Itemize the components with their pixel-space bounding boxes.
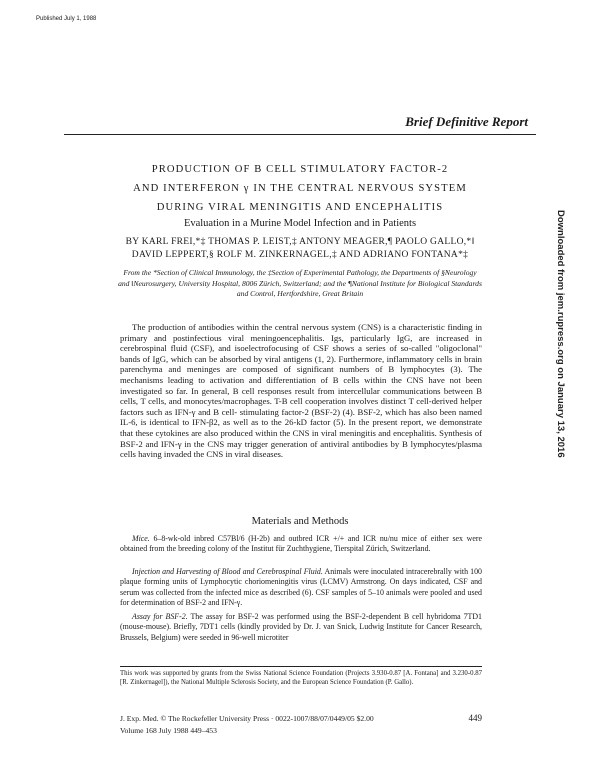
methods-paragraph-injection [120, 567, 482, 608]
intro-paragraph: The production of antibodies within the central nervous system (CNS) is a characteristic finding in primary and postinfectious viral meningoencephalitis. Igs, particularly IgG, are increased in cerebrospinal fluid (CSF), and isoelectrofocusing of CSF shows a series of so-called "oligoclonal" bands of IgG, which can be absorbed by viral antigens (1, 2). Furthermore, inflammatory cells in brain parenchyma and meninges are composed of significant numbers of B lymphocytes (3). The mechanisms leading to activation and differentiation of B cells within the CNS have not been investigated so far. In general, B cell responses result from intercellular communications between B cells, T cells, and monocytes/macrophages. T-B cell cooperation involves distinct T cell-derived helper factors such as IFN-γ and B cell- stimulating factor-2 (BSF-2) (4). BSF-2, which has also been named IL-6, is identical to IFN-β2, as well as to the 26-kD factor (5). In the present report, we demonstrate that these cytokines are also produced within the CNS in viral meningitis and encephalitis. Synthesis of BSF-2 and IFN-γ in the CNS may trigger generation of antiviral antibodies by B lymphocytes/plasma cells having invaded the CNS in viral diseases. [120, 322, 482, 460]
page-number: 449 [468, 713, 482, 723]
paragraph-text: The assay for BSF-2 was performed using the BSF-2-dependent B cell hybridoma 7TD1 (mouse-mouse). Briefly, 7DT1 cells (kindly provided by Dr. J. van Snick, Ludwig Institute for Cancer Research, Brussels, Belgium) were seeded in 96-well microtiter [120, 612, 482, 642]
header-rule [64, 134, 536, 135]
paragraph-text: 6–8-wk-old inbred C57Bl/6 (H-2b) and outbred ICR +/+ and ICR nu/nu mice of either sex were obtained from the breeding colony of the Institut für Zuchthygiene, Tierspital Zürich, Switzerland. [120, 534, 482, 554]
article-title-line-2: AND INTERFERON γ IN THE CENTRAL NERVOUS SYSTEM [133, 183, 467, 194]
runin-heading: Assay for BSF-2. [132, 612, 188, 621]
affiliation: From the *Section of Clinical Immunology, the ‡Section of Experimental Pathology, the Departments of §Neurology and ‖Neurosurgery, University Hospital, 8006 Zürich, Switzerland; and the ¶National Institute for Biological Standards and Control, Hertfordshire, Great Britain [118, 268, 482, 298]
methods-paragraph-mice [120, 534, 482, 555]
download-banner[interactable]: Downloaded from jem.rupress.org on January 13, 2016 [555, 210, 566, 458]
article-title-line-3: DURING VIRAL MENINGITIS AND ENCEPHALITIS [156, 202, 444, 213]
article-title-line-1: PRODUCTION OF B CELL STIMULATORY FACTOR-2 [151, 164, 449, 175]
published-date: Published July 1, 1988 [36, 16, 97, 22]
runin-heading: Mice. [132, 534, 150, 543]
methods-paragraph-assay [120, 612, 482, 643]
article-subtitle: Evaluation in a Murine Model Infection and in Patients [183, 218, 417, 229]
author-line-1: BY KARL FREI,*‡ THOMAS P. LEIST,‡ ANTONY MEAGER,¶ PAOLO GALLO,*‖ [125, 237, 475, 247]
runin-heading: Injection and Harvesting of Blood and Cerebrospinal Fluid. [132, 567, 323, 576]
funding-footnote: This work was supported by grants from the Swiss National Science Foundation (Projects 3.930-0.87 [A. Fontana] and 3.230-0.87 [R. Zinkernagel]), the National Multiple Sclerosis Society, and the European Science Foundation (P. Gallo). [120, 670, 482, 686]
journal-citation: J. Exp. Med. © The Rockefeller University Press · 0022-1007/88/07/0449/05 $2.00 [120, 714, 374, 723]
volume-line: Volume 168 July 1988 449–453 [120, 726, 217, 735]
footnote-rule [120, 666, 482, 667]
paragraph-text: Animals were inoculated intracerebrally with 100 plaque forming units of Lymphocytic choriomeningitis virus (LCMV) Armstrong. On days indicated, CSF and serum was collected from the infected mice as described (6). CSF samples of 5–10 animals were pooled and used for determination of BSF-2 and IFN-γ. [120, 567, 482, 607]
author-line-2: DAVID LEPPERT,§ ROLF M. ZINKERNAGEL,‡ AND ADRIANO FONTANA*‡ [131, 250, 469, 260]
section-label: Brief Definitive Report [405, 114, 528, 129]
methods-heading: Materials and Methods [251, 516, 349, 527]
